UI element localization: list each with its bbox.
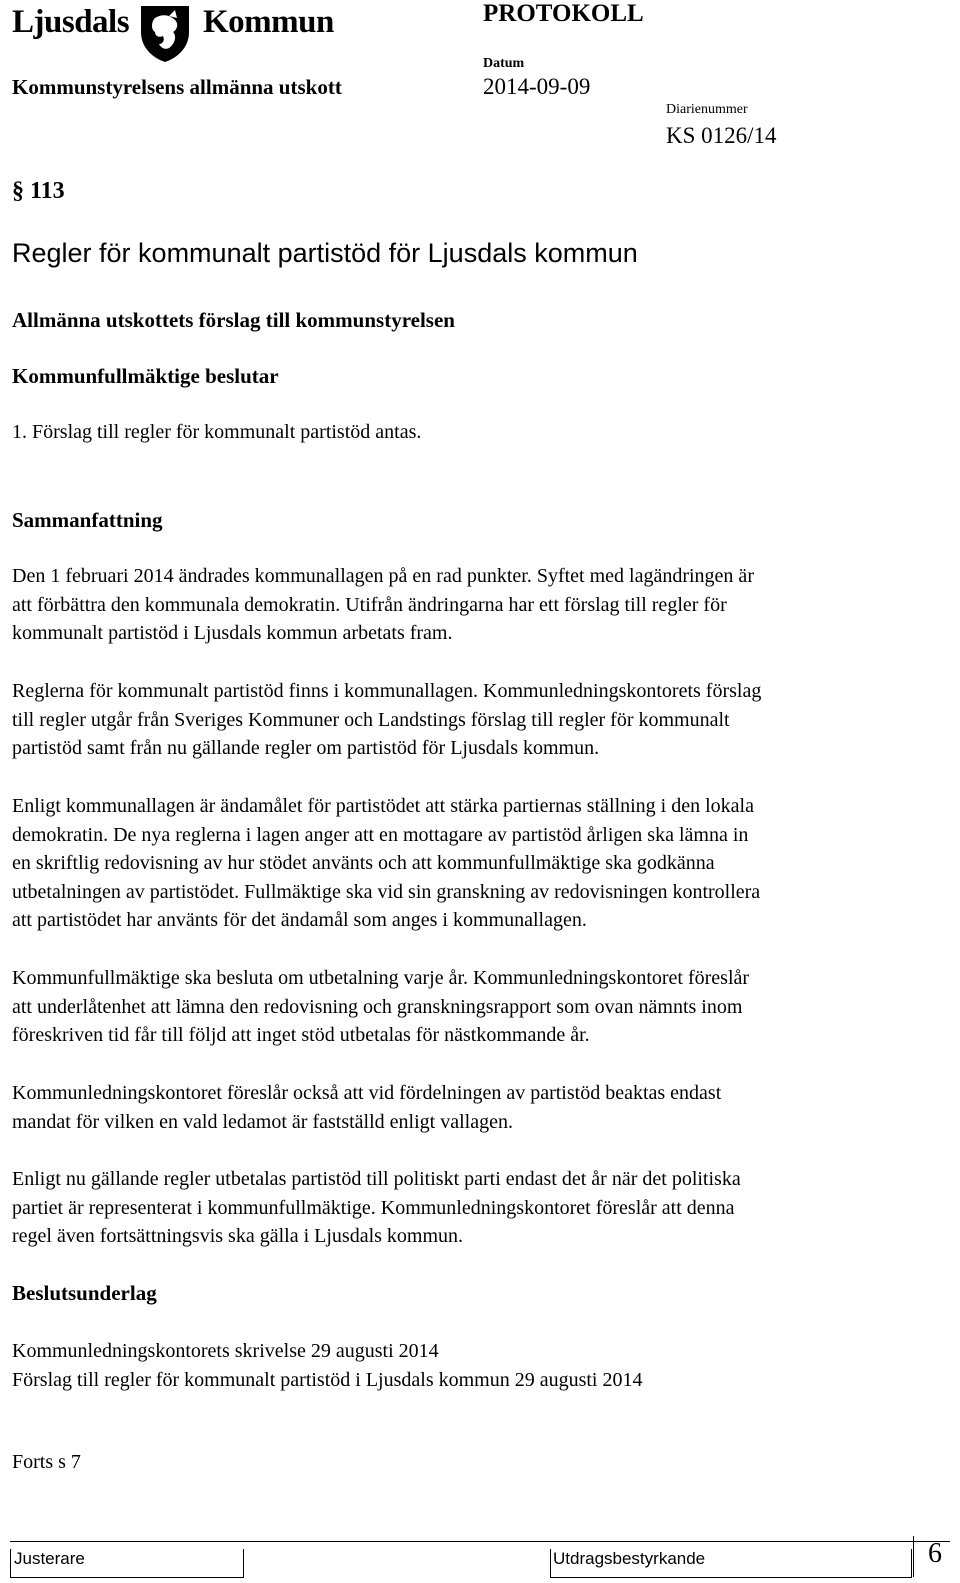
committee-name: Kommunstyrelsens allmänna utskott (12, 75, 342, 99)
summary-paragraph-3 (12, 792, 760, 935)
justerare-label: Justerare (14, 1549, 85, 1568)
basis-item: Förslag till regler för kommunalt partistöd i Ljusdals kommun 29 augusti 2014 (12, 1368, 643, 1391)
text-line: att förbättra den kommunala demokratin. Utifrån ändringarna har ett förslag till regler för (12, 593, 727, 616)
text-line: kommunalt partistöd i Ljusdals kommun arbetats fram. (12, 622, 453, 645)
text-line: Reglerna för kommunalt partistöd finns i kommunallagen. Kommunledningskontorets förslag (12, 680, 762, 702)
decision-heading: Kommunfullmäktige beslutar (12, 364, 279, 388)
basis-heading: Beslutsunderlag (12, 1281, 157, 1305)
text-line: partistöd samt från nu gällande regler om partistöd för Ljusdals kommun. (12, 737, 600, 760)
text-line: utbetalningen av partistödet. Fullmäktige ska vid sin granskning av redovisningen kontrollera (12, 880, 761, 903)
page-number-divider (913, 1536, 914, 1577)
diarie-value: KS 0126/14 (666, 123, 777, 148)
paragraph-number: § 113 (12, 178, 65, 204)
date-value: 2014-09-09 (483, 74, 591, 99)
utdragsbestyrkande-label: Utdragsbestyrkande (553, 1549, 706, 1568)
continued-note: Forts s 7 (12, 1451, 81, 1473)
text-line: att underlåtenhet att lämna den redovisning och granskningsrapport som ovan nämnts inom (12, 995, 743, 1018)
text-line: Den 1 februari 2014 ändrades kommunallagen på en rad punkter. Syftet med lagändringen är (12, 565, 754, 587)
basis-item: Kommunledningskontorets skrivelse 29 augusti 2014 (12, 1340, 439, 1362)
summary-paragraph-4 (12, 964, 749, 1050)
section-title: Regler för kommunalt partistöd för Ljusdals kommun (12, 238, 638, 268)
summary-paragraph-1 (12, 562, 754, 648)
document-type: PROTOKOLL (483, 0, 644, 27)
text-line: en skriftlig redovisning av hur stödet använts och att kommunfullmäktige ska godkänna (12, 852, 715, 875)
text-line: regel även fortsättningsvis ska gälla i Ljusdals kommun. (12, 1225, 464, 1248)
summary-paragraph-5 (12, 1079, 721, 1136)
text-line: demokratin. De nya reglerna i lagen anger att en mottagare av partistöd årligen ska lämna in (12, 823, 749, 846)
text-line: partiet är representerat i kommunfullmäktige. Kommunledningskontoret föreslår att denna (12, 1196, 735, 1219)
logo-text-left: Ljusdals (12, 4, 130, 40)
diarie-label: Diarienummer (666, 102, 748, 117)
summary-heading: Sammanfattning (12, 508, 163, 532)
text-line: Enligt nu gällande regler utbetalas partistöd till politiskt parti endast det år när det politiska (12, 1168, 741, 1190)
text-line: föreskriven tid får till följd att inget stöd utbetalas för nästkommande år. (12, 1024, 590, 1047)
proposal-heading: Allmänna utskottets förslag till kommunstyrelsen (12, 308, 455, 332)
text-line: att partistödet har använts för det ändamål som anges i kommunallagen. (12, 909, 587, 932)
text-line: Kommunledningskontoret föreslår också att vid fördelningen av partistöd beaktas endast (12, 1082, 722, 1104)
text-line: till regler utgår från Sveriges Kommuner och Landstings förslag till regler för kommunalt (12, 708, 730, 731)
logo-text-right: Kommun (203, 4, 334, 40)
footer-rule (10, 1541, 950, 1542)
summary-paragraph-2 (12, 677, 761, 763)
basis-list (12, 1337, 643, 1394)
date-label: Datum (483, 56, 525, 71)
text-line: Kommunfullmäktige ska besluta om utbetalning varje år. Kommunledningskontoret föreslår (12, 967, 750, 989)
summary-paragraph-6 (12, 1165, 741, 1251)
coat-of-arms-icon (135, 2, 195, 69)
page-number: 6 (928, 1538, 942, 1569)
decision-item: 1. Förslag till regler för kommunalt partistöd antas. (12, 421, 422, 443)
text-line: mandat för vilken en vald ledamot är fastställd enligt vallagen. (12, 1110, 513, 1133)
text-line: Enligt kommunallagen är ändamålet för partistödet att stärka partiernas ställning i den lokala (12, 795, 754, 817)
